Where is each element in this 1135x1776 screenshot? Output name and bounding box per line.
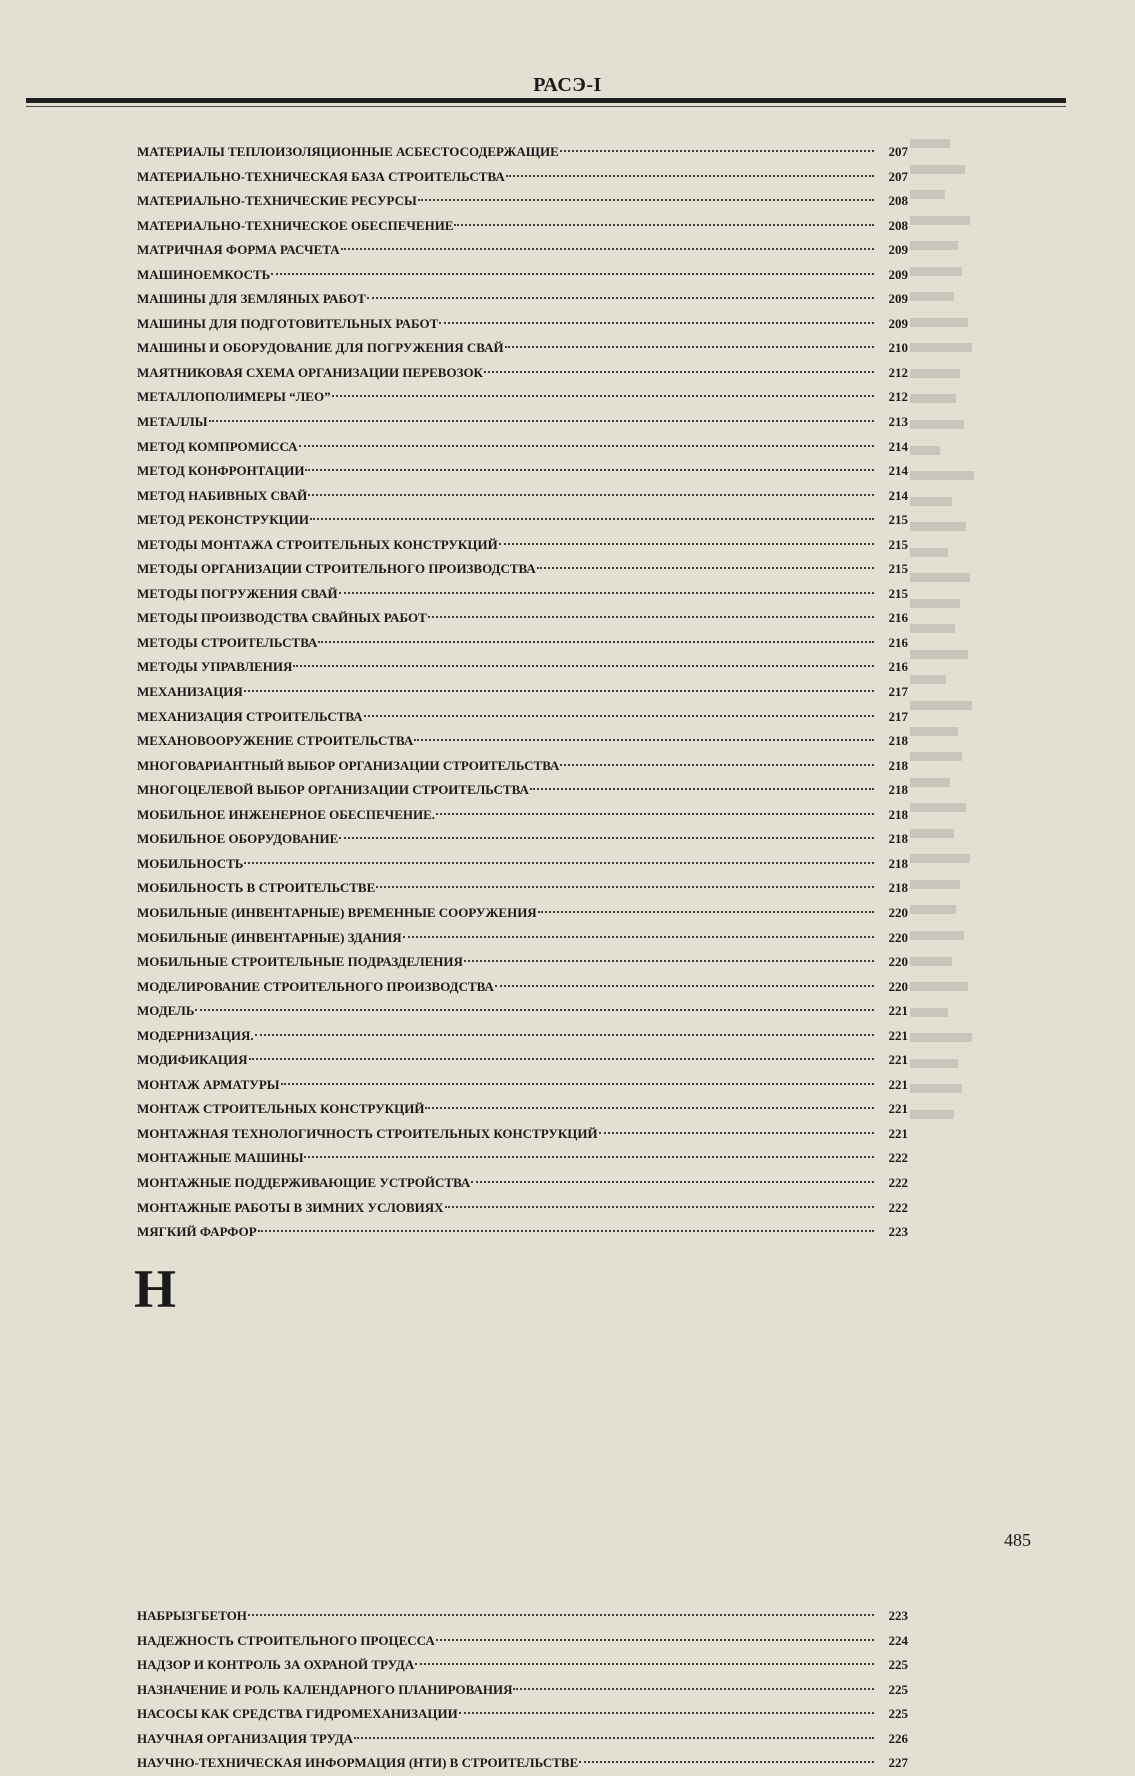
dot-leader: [560, 744, 874, 766]
entry-page-number: 213: [888, 414, 908, 430]
dot-leader: [248, 1594, 874, 1616]
entry-page-number: 220: [888, 929, 908, 945]
entry-title: МЕТОД КОМПРОМИССА: [137, 438, 298, 454]
dot-leader: [471, 1161, 874, 1183]
dot-leader: [299, 425, 874, 447]
entry-page-number: 208: [888, 217, 908, 233]
dot-leader: [271, 253, 874, 275]
entry-page-number: 209: [888, 291, 908, 307]
dot-leader: [415, 1643, 874, 1665]
dot-leader: [538, 891, 874, 913]
entry-page-number: 225: [888, 1706, 908, 1722]
dot-leader: [310, 498, 874, 520]
dot-leader: [258, 1210, 874, 1232]
dot-leader: [464, 940, 874, 962]
entry-title: МОБИЛЬНЫЕ СТРОИТЕЛЬНЫЕ ПОДРАЗДЕЛЕНИЯ: [137, 954, 463, 970]
dot-leader: [445, 1186, 874, 1208]
entry-page-number: 221: [888, 1076, 908, 1092]
entry-title: НАУЧНО-ТЕХНИЧЕСКАЯ ИНФОРМАЦИЯ (НТИ) В СТРОИТЕЛЬСТВЕ: [137, 1755, 579, 1771]
entry-title: МАШИНЫ И ОБОРУДОВАНИЕ ДЛЯ ПОГРУЖЕНИЯ СВАЙ: [137, 340, 504, 356]
entry-page-number: 215: [888, 585, 908, 601]
dot-leader: [454, 204, 874, 226]
entry-page-number: 223: [888, 1608, 908, 1623]
dot-leader: [414, 719, 874, 741]
entry-title: МОНТАЖНЫЕ МАШИНЫ: [137, 1150, 304, 1166]
entry-title: МЕТОДЫ СТРОИТЕЛЬСТВА: [137, 634, 318, 650]
dot-leader: [332, 375, 874, 397]
entry-title: МЕХАНОВООРУЖЕНИЕ СТРОИТЕЛЬСТВА: [137, 733, 414, 749]
dot-leader: [495, 965, 874, 987]
dot-leader: [255, 1014, 874, 1036]
dot-leader: [505, 326, 874, 348]
dot-leader: [339, 572, 874, 594]
entry-page-number: 208: [888, 193, 908, 209]
entry-title: МОДЕРНИЗАЦИЯ.: [137, 1027, 254, 1043]
dot-leader: [484, 351, 874, 373]
dot-leader: [339, 817, 874, 839]
dot-leader: [341, 228, 874, 250]
entry-title: МНОГОВАРИАНТНЫЙ ВЫБОР ОРГАНИЗАЦИИ СТРОИТЕЛЬСТВА: [137, 757, 560, 773]
entry-title: НАСОСЫ КАК СРЕДСТВА ГИДРОМЕХАНИЗАЦИИ: [137, 1706, 458, 1722]
entry-title: МАТЕРИАЛЬНО-ТЕХНИЧЕСКОЕ ОБЕСПЕЧЕНИЕ: [137, 217, 454, 233]
dot-leader: [579, 1741, 874, 1763]
page-header: РАСЭ-I: [533, 74, 602, 96]
entry-page-number: 218: [888, 757, 908, 773]
entry-page-number: 218: [888, 831, 908, 847]
dot-leader: [304, 1136, 874, 1158]
dot-leader: [403, 916, 874, 938]
entry-page-number: 221: [888, 1125, 908, 1141]
entry-page-number: 223: [888, 1224, 908, 1240]
dot-leader: [209, 400, 875, 422]
entry-title: МАШИНЫ ДЛЯ ЗЕМЛЯНЫХ РАБОТ: [137, 291, 366, 307]
dot-leader: [439, 302, 874, 324]
entry-page-number: 218: [888, 855, 908, 871]
dot-leader: [376, 866, 874, 888]
entry-title: МАШИНЫ ДЛЯ ПОДГОТОВИТЕЛЬНЫХ РАБОТ: [137, 315, 439, 331]
entry-title: МОНТАЖНЫЕ РАБОТЫ В ЗИМНИХ УСЛОВИЯХ: [137, 1199, 444, 1215]
entry-page-number: 207: [888, 168, 908, 184]
dot-leader: [506, 155, 874, 177]
entry-title: НАДЗОР И КОНТРОЛЬ ЗА ОХРАНОЙ ТРУДА: [137, 1657, 415, 1673]
entry-page-number: 221: [888, 1027, 908, 1043]
index-list-n: [137, 1598, 908, 1770]
entry-title: МОНТАЖНЫЕ ПОДДЕРЖИВАЮЩИЕ УСТРОЙСТВА: [137, 1174, 471, 1190]
entry-title: НАУЧНАЯ ОРГАНИЗАЦИЯ ТРУДА: [137, 1730, 354, 1746]
section-letter-n: Н: [134, 1259, 177, 1319]
dot-leader: [425, 1087, 874, 1109]
entry-title: МОНТАЖ АРМАТУРЫ: [137, 1076, 280, 1092]
dot-leader: [436, 1619, 874, 1641]
entry-title: МАЯТНИКОВАЯ СХЕМА ОРГАНИЗАЦИИ ПЕРЕВОЗОК: [137, 364, 483, 380]
entry-title: МЕТОД КОНФРОНТАЦИИ: [137, 463, 305, 479]
dot-leader: [436, 793, 874, 815]
entry-title: МЕТОД РЕКОНСТРУКЦИИ: [137, 512, 310, 528]
dot-leader: [244, 842, 874, 864]
entry-page-number: 220: [888, 954, 908, 970]
entry-title: МЕХАНИЗАЦИЯ: [137, 684, 243, 700]
entry-page-number: 215: [888, 561, 908, 577]
entry-page-number: 221: [888, 1052, 908, 1068]
dot-leader: [530, 768, 874, 790]
dot-leader: [560, 130, 874, 152]
dot-leader: [364, 695, 874, 717]
entry-page-number: 225: [888, 1681, 908, 1697]
entry-title: МОДЕЛИРОВАНИЕ СТРОИТЕЛЬНОГО ПРОИЗВОДСТВА: [137, 978, 494, 994]
entry-title: МОБИЛЬНОЕ ИНЖЕНЕРНОЕ ОБЕСПЕЧЕНИЕ.: [137, 806, 436, 822]
dot-leader: [244, 670, 874, 692]
dot-leader: [249, 1038, 875, 1060]
dot-leader: [308, 474, 874, 496]
entry-page-number: 216: [888, 659, 908, 675]
entry-title: МОБИЛЬНЫЕ (ИНВЕНТАРНЫЕ) ЗДАНИЯ: [137, 929, 402, 945]
entry-title: МЕТОД НАБИВНЫХ СВАЙ: [137, 487, 308, 503]
entry-page-number: 220: [888, 978, 908, 994]
dot-leader: [513, 1668, 874, 1690]
entry-page-number: 218: [888, 880, 908, 896]
header-rule-thin: [26, 106, 1066, 107]
entry-page-number: 214: [888, 463, 908, 479]
entry-page-number: 212: [888, 364, 908, 380]
entry-page-number: 227: [888, 1755, 908, 1771]
entry-title: МАШИНОЕМКОСТЬ: [137, 266, 271, 282]
entry-title: МАТРИЧНАЯ ФОРМА РАСЧЕТА: [137, 242, 340, 258]
entry-page-number: 209: [888, 266, 908, 282]
dot-leader: [195, 989, 874, 1011]
entry-page-number: 218: [888, 806, 908, 822]
entry-page-number: 216: [888, 610, 908, 626]
entry-title: МАТЕРИАЛЬНО-ТЕХНИЧЕСКИЕ РЕСУРСЫ: [137, 193, 417, 209]
entry-page-number: 218: [888, 733, 908, 749]
entry-title: НАБРЫЗГБЕТОН: [137, 1608, 247, 1623]
dot-leader: [305, 449, 874, 471]
entry-page-number: 218: [888, 782, 908, 798]
entry-title: МАТЕРИАЛЬНО-ТЕХНИЧЕСКАЯ БАЗА СТРОИТЕЛЬСТВА: [137, 168, 505, 184]
entry-page-number: 210: [888, 340, 908, 356]
entry-title: МОБИЛЬНОСТЬ: [137, 855, 244, 871]
entry-page-number: 209: [888, 315, 908, 331]
entry-title: МЕТОДЫ ПОГРУЖЕНИЯ СВАЙ: [137, 585, 338, 601]
entry-title: МНОГОЦЕЛЕВОЙ ВЫБОР ОРГАНИЗАЦИИ СТРОИТЕЛЬСТВА: [137, 782, 529, 798]
entry-title: НАЗНАЧЕНИЕ И РОЛЬ КАЛЕНДАРНОГО ПЛАНИРОВАНИЯ: [137, 1681, 513, 1697]
entry-page-number: 214: [888, 487, 908, 503]
dot-leader: [367, 277, 874, 299]
entry-page-number: 217: [888, 708, 908, 724]
entry-page-number: 220: [888, 904, 908, 920]
entry-page-number: 207: [888, 144, 908, 159]
index-list-m: [137, 134, 908, 1239]
entry-page-number: 225: [888, 1657, 908, 1673]
entry-page-number: 224: [888, 1632, 908, 1648]
entry-title: МОДИФИКАЦИЯ: [137, 1052, 248, 1068]
entry-title: МОБИЛЬНОЕ ОБОРУДОВАНИЕ: [137, 831, 339, 847]
entry-page-number: 209: [888, 242, 908, 258]
dot-leader: [318, 621, 874, 643]
entry-page-number: 222: [888, 1150, 908, 1166]
entry-title: МЕТОДЫ УПРАВЛЕНИЯ: [137, 659, 293, 675]
dot-leader: [354, 1717, 874, 1739]
entry-title: МЯГКИЙ ФАРФОР: [137, 1224, 257, 1240]
dot-leader: [499, 523, 874, 545]
dot-leader: [281, 1063, 874, 1085]
dot-leader: [599, 1112, 874, 1134]
entry-page-number: 215: [888, 512, 908, 528]
dot-leader: [537, 547, 874, 569]
entry-title: МЕТОДЫ ПРОИЗВОДСТВА СВАЙНЫХ РАБОТ: [137, 610, 427, 626]
entry-title: МОДЕЛЬ: [137, 1003, 195, 1019]
page-number: 485: [1004, 1530, 1031, 1550]
entry-page-number: 215: [888, 536, 908, 552]
entry-title: МЕТОДЫ МОНТАЖА СТРОИТЕЛЬНЫХ КОНСТРУКЦИЙ: [137, 536, 498, 552]
dot-leader: [293, 645, 874, 667]
entry-title: МОНТАЖНАЯ ТЕХНОЛОГИЧНОСТЬ СТРОИТЕЛЬНЫХ КОНСТРУКЦИЙ: [137, 1125, 598, 1141]
dot-leader: [428, 596, 874, 618]
dot-leader: [459, 1692, 874, 1714]
entry-page-number: 222: [888, 1199, 908, 1215]
show-through-text: [910, 130, 1135, 1230]
entry-page-number: 214: [888, 438, 908, 454]
entry-title: МЕТОДЫ ОРГАНИЗАЦИИ СТРОИТЕЛЬНОГО ПРОИЗВОДСТВА: [137, 561, 536, 577]
entry-page-number: 217: [888, 684, 908, 700]
entry-page-number: 222: [888, 1174, 908, 1190]
entry-title: МЕТАЛЛЫ: [137, 414, 208, 430]
entry-title: МАТЕРИАЛЫ ТЕПЛОИЗОЛЯЦИОННЫЕ АСБЕСТОСОДЕРЖАЩИЕ: [137, 144, 559, 159]
entry-page-number: 226: [888, 1730, 908, 1746]
entry-page-number: 216: [888, 634, 908, 650]
entry-page-number: 212: [888, 389, 908, 405]
entry-title: МЕХАНИЗАЦИЯ СТРОИТЕЛЬСТВА: [137, 708, 363, 724]
entry-page-number: 221: [888, 1003, 908, 1019]
dot-leader: [418, 179, 874, 201]
entry-title: МОБИЛЬНОСТЬ В СТРОИТЕЛЬСТВЕ: [137, 880, 376, 896]
entry-title: НАДЕЖНОСТЬ СТРОИТЕЛЬНОГО ПРОЦЕССА: [137, 1632, 435, 1648]
entry-title: МОБИЛЬНЫЕ (ИНВЕНТАРНЫЕ) ВРЕМЕННЫЕ СООРУЖЕНИЯ: [137, 904, 537, 920]
entry-page-number: 221: [888, 1101, 908, 1117]
entry-title: МЕТАЛЛОПОЛИМЕРЫ “ЛЕО”: [137, 389, 331, 405]
entry-title: МОНТАЖ СТРОИТЕЛЬНЫХ КОНСТРУКЦИЙ: [137, 1101, 425, 1117]
header-rule-thick: [26, 98, 1066, 103]
